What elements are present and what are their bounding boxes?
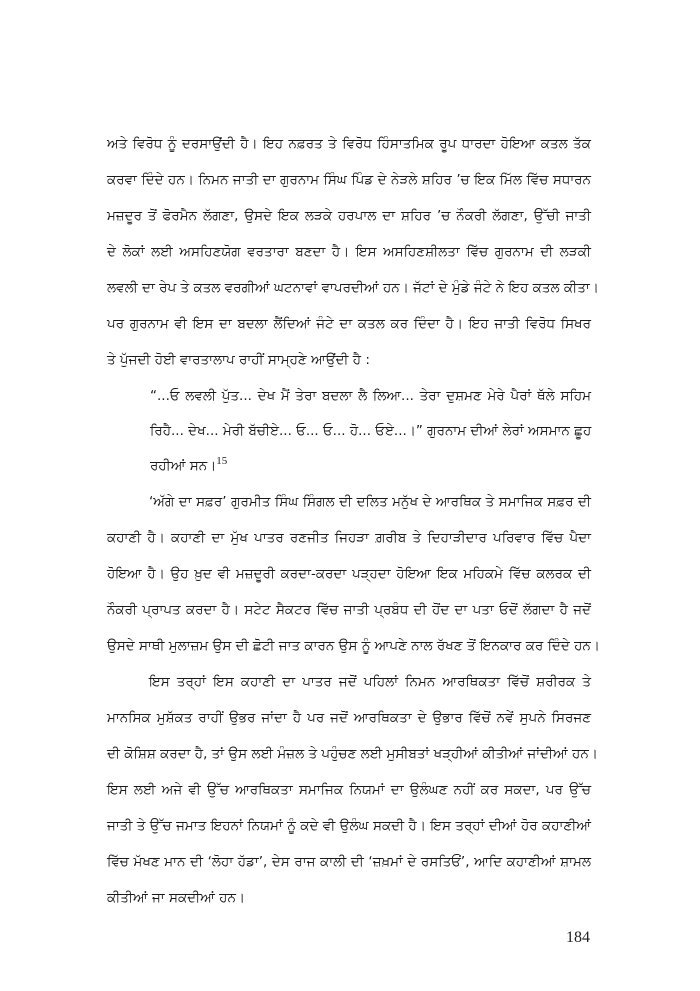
text-line: ਉਸਦੇ ਸਾਥੀ ਮੁਲਾਜ਼ਮ ਉਸ ਦੀ ਛੋਟੀ ਜਾਤ ਕਾਰਨ ਉਸ ਨੂੰ ਆਪਣੇ ਨਾਲ ਰੱਖਣ ਤੋਂ ਇਨਕਾਰ ਕਰ ਦਿੰਦੇ ਹਨ। xyxy=(107,638,600,654)
text-line: ਕੀਤੀਆਂ ਜਾ ਸਕਦੀਆਂ ਹਨ। xyxy=(107,890,246,906)
text-line: ਵਿੱਚ ਮੱਖਣ ਮਾਨ ਦੀ ‘ਲੋਹਾ ਹੱਡਾ’, ਦੇਸ ਰਾਜ ਕਾਲੀ ਦੀ ‘ਜ਼ਖ਼ਮਾਂ ਦੇ ਰਸਤਿਓਂ’, ਆਦਿ ਕਹਾਣੀਆਂ ਸ਼ਾਮਲ xyxy=(107,854,591,870)
quote-line: “...ਓ ਲਵਲੀ ਪੁੱਤ... ਦੇਖ ਮੈਂ ਤੇਰਾ ਬਦਲਾ ਲੈ ਲਿਆ... ਤੇਰਾ ਦੁਸ਼ਮਣ ਮੇਰੇ ਪੈਰਾਂ ਥੱਲੇ ਸਹਿਮ xyxy=(150,388,591,404)
text-line: ਅਤੇ ਵਿਰੋਧ ਨੂੰ ਦਰਸਾਉਂਦੀ ਹੈ। ਇਹ ਨਫ਼ਰਤ ਤੇ ਵਿਰੋਧ ਹਿੰਸਾਤਮਿਕ ਰੂਪ ਧਾਰਦਾ ਹੋਇਆ ਕਤਲ ਤੱਕ xyxy=(107,136,591,152)
quote-text: ਰਹੀਆਂ ਸਨ। xyxy=(150,458,217,474)
text-line: ਦੇ ਲੋਕਾਂ ਲਈ ਅਸਹਿਣਯੋਗ ਵਰਤਾਰਾ ਬਣਦਾ ਹੈ। ਇਸ ਅਸਹਿਣਸ਼ੀਲਤਾ ਵਿੱਚ ਗੁਰਨਾਮ ਦੀ ਲੜਕੀ xyxy=(107,244,591,260)
text-line: ਤੇ ਪੁੱਜਦੀ ਹੋਈ ਵਾਰਤਾਲਾਪ ਰਾਹੀਂ ਸਾਮ੍ਹਣੇ ਆਉਂਦੀ ਹੈ : xyxy=(107,352,370,368)
text-line: ਇਸ ਲਈ ਅਜੇ ਵੀ ਉੱਚ ਆਰਥਿਕਤਾ ਸਮਾਜਿਕ ਨਿਯਮਾਂ ਦਾ ਉਲੰਘਣ ਨਹੀਂ ਕਰ ਸਕਦਾ, ਪਰ ਉੱਚ xyxy=(107,782,591,798)
page-number: 184 xyxy=(566,929,590,946)
text-line: ਜਾਤੀ ਤੇ ਉੱਚ ਜਮਾਤ ਇਹਨਾਂ ਨਿਯਮਾਂ ਨੂੰ ਕਦੇ ਵੀ ਉਲੰਘ ਸਕਦੀ ਹੈ। ਇਸ ਤਰ੍ਹਾਂ ਦੀਆਂ ਹੋਰ ਕਹਾਣੀਆਂ xyxy=(107,818,591,834)
text-line: ਪਰ ਗੁਰਨਾਮ ਵੀ ਇਸ ਦਾ ਬਦਲਾ ਲੈਂਦਿਆਂ ਜੰਟੇ ਦਾ ਕਤਲ ਕਰ ਦਿੰਦਾ ਹੈ। ਇਹ ਜਾਤੀ ਵਿਰੋਧ ਸਿਖਰ xyxy=(107,316,591,332)
text-line: ਹੋਇਆ ਹੈ। ਉਹ ਖ਼ੁਦ ਵੀ ਮਜ਼ਦੂਰੀ ਕਰਦਾ-ਕਰਦਾ ਪੜ੍ਹਦਾ ਹੋਇਆ ਇਕ ਮਹਿਕਮੇ ਵਿੱਚ ਕਲਰਕ ਦੀ xyxy=(107,566,591,582)
text-line: ਕਹਾਣੀ ਹੈ। ਕਹਾਣੀ ਦਾ ਮੁੱਖ ਪਾਤਰ ਰਣਜੀਤ ਜਿਹੜਾ ਗ਼ਰੀਬ ਤੇ ਦਿਹਾੜੀਦਾਰ ਪਰਿਵਾਰ ਵਿੱਚ ਪੈਦਾ xyxy=(107,530,591,546)
text-line: ‘ਅੱਗੇ ਦਾ ਸਫ਼ਰ’ ਗੁਰਮੀਤ ਸਿੰਘ ਸਿੰਗਲ ਦੀ ਦਲਿਤ ਮਨੁੱਖ ਦੇ ਆਰਥਿਕ ਤੇ ਸਮਾਜਿਕ ਸਫ਼ਰ ਦੀ xyxy=(149,494,591,510)
text-line: ਮਜ਼ਦੂਰ ਤੋਂ ਫੋਰਮੈਨ ਲੱਗਣਾ, ਉਸਦੇ ਇਕ ਲੜਕੇ ਹਰਪਾਲ ਦਾ ਸ਼ਹਿਰ ’ਚ ਨੌਕਰੀ ਲੱਗਣਾ, ਉੱਚੀ ਜਾਤੀ xyxy=(107,208,591,224)
text-line: ਕਰਵਾ ਦਿੰਦੇ ਹਨ। ਨਿਮਨ ਜਾਤੀ ਦਾ ਗੁਰਨਾਮ ਸਿੰਘ ਪਿੰਡ ਦੇ ਨੇੜਲੇ ਸ਼ਹਿਰ ’ਚ ਇਕ ਮਿੱਲ ਵਿੱਚ ਸਧਾਰਨ xyxy=(107,172,591,188)
text-line: ਇਸ ਤਰ੍ਹਾਂ ਇਸ ਕਹਾਣੀ ਦਾ ਪਾਤਰ ਜਦੋਂ ਪਹਿਲਾਂ ਨਿਮਨ ਆਰਥਿਕਤਾ ਵਿੱਚੋਂ ਸ਼ਰੀਰਕ ਤੇ xyxy=(149,674,591,690)
text-line: ਨੌਕਰੀ ਪ੍ਰਾਪਤ ਕਰਦਾ ਹੈ। ਸਟੇਟ ਸੈਕਟਰ ਵਿੱਚ ਜਾਤੀ ਪ੍ਰਬੰਧ ਦੀ ਹੋਂਦ ਦਾ ਪਤਾ ਓਦੋਂ ਲੱਗਦਾ ਹੈ ਜਦੋਂ xyxy=(107,602,591,618)
text-line: ਦੀ ਕੋਸ਼ਿਸ਼ ਕਰਦਾ ਹੈ, ਤਾਂ ਉਸ ਲਈ ਮੰਜ਼ਲ ਤੇ ਪਹੁੰਚਣ ਲਈ ਮੁਸੀਬਤਾਂ ਖੜ੍ਹੀਆਂ ਕੀਤੀਆਂ ਜਾਂਦੀਆਂ ਹਨ। xyxy=(107,746,598,762)
quote-line: ਰਿਹੈ... ਦੇਖ... ਮੇਰੀ ਬੱਚੀਏ... ਓ... ਓ... ਹੋ... ਓਏ...।” ਗੁਰਨਾਮ ਦੀਆਂ ਲੇਰਾਂ ਅਸਮਾਨ ਛੂਹ xyxy=(150,423,592,439)
text-line: ਲਵਲੀ ਦਾ ਰੇਪ ਤੇ ਕਤਲ ਵਰਗੀਆਂ ਘਟਨਾਵਾਂ ਵਾਪਰਦੀਆਂ ਹਨ। ਜੱਟਾਂ ਦੇ ਮੁੰਡੇ ਜੰਟੇ ਨੇ ਇਹ ਕਤਲ ਕੀਤਾ। xyxy=(107,280,599,296)
quote-line xyxy=(150,456,591,476)
text-line: ਮਾਨਸਿਕ ਮੁਸ਼ੱਕਤ ਰਾਹੀਂ ਉਭਰ ਜਾਂਦਾ ਹੈ ਪਰ ਜਦੋਂ ਆਰਥਿਕਤਾ ਦੇ ਉਭਾਰ ਵਿੱਚੋਂ ਨਵੇਂ ਸੁਪਨੇ ਸਿਰਜਣ xyxy=(107,710,591,726)
footnote-reference[interactable]: 15 xyxy=(216,455,228,467)
